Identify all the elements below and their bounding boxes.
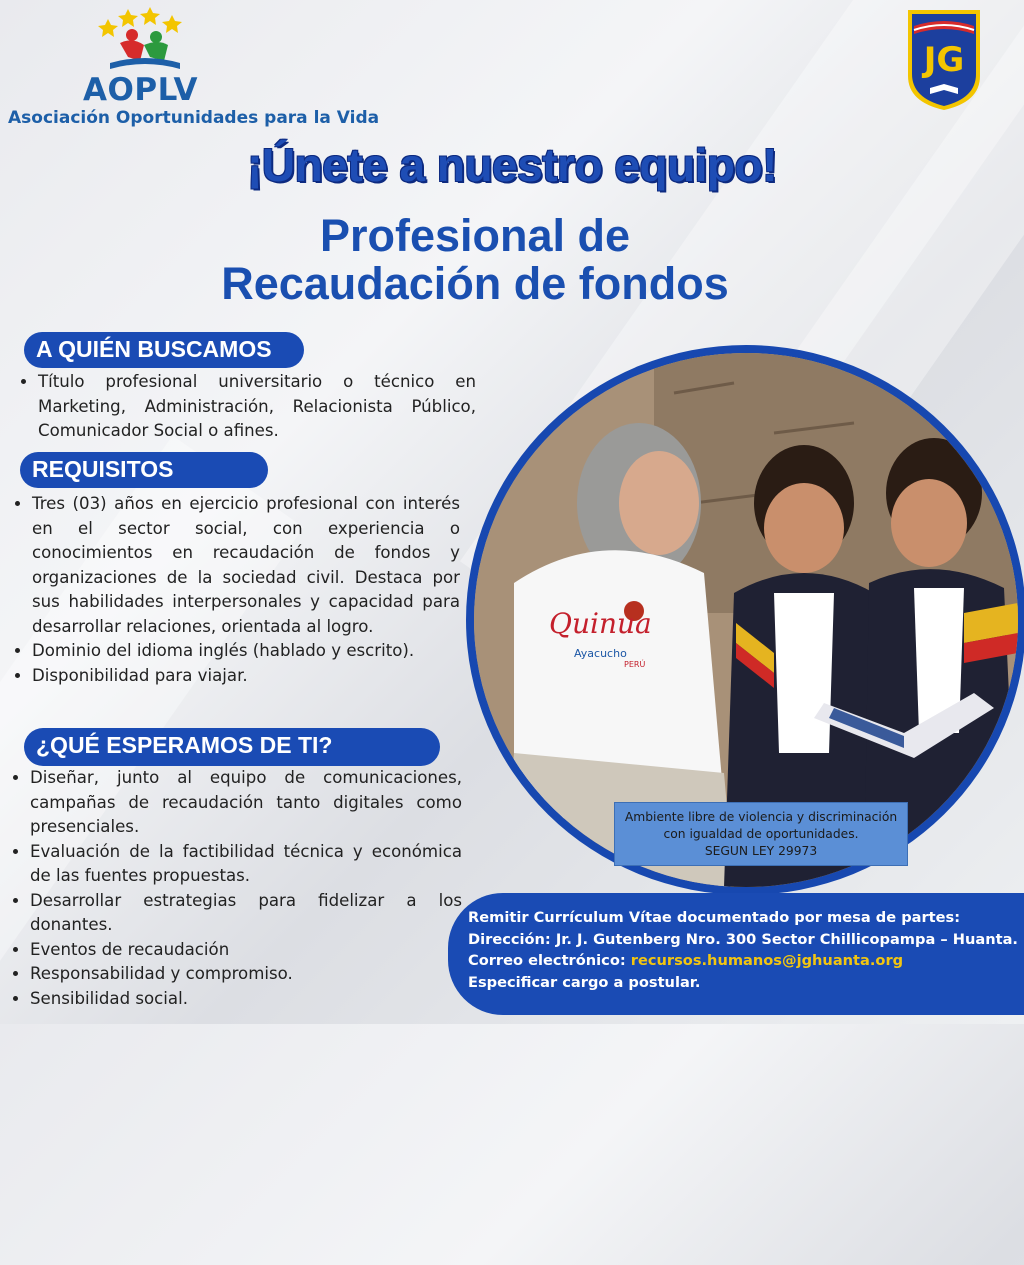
shirt-subtext: Ayacucho xyxy=(574,647,627,660)
list-item: • Título profesional universitario o técnico en Marketing, Administración, Relacionista Público, Comunicador Social o afines. xyxy=(38,370,476,444)
email-label: Correo electrónico: xyxy=(468,952,631,969)
list-item: • Diseñar, junto al equipo de comunicaciones, campañas de recaudación tanto digitales como presenciales. xyxy=(30,766,462,840)
contact-line4: Especificar cargo a postular. xyxy=(468,973,701,991)
section-heading-expect: ¿QUÉ ESPERAMOS DE TI? xyxy=(24,728,440,766)
list-item: • Tres (03) años en ejercicio profesional con interés en el sector social, con experiencia o conocimientos en recaudación de fondos y organizaciones de la sociedad civil. Destaca por sus habilidades interpersonales y capacidad para desarrollar relaciones, orientada al logro. xyxy=(32,492,460,639)
job-title xyxy=(0,212,950,308)
expect-list xyxy=(8,766,462,1011)
section-heading-requirements: REQUISITOS xyxy=(20,452,268,488)
equal-opportunity-notice xyxy=(614,802,908,866)
list-item: • Eventos de recaudación xyxy=(30,938,462,963)
job-title-line2: Recaudación de fondos xyxy=(221,258,729,309)
list-item: • Disponibilidad para viajar. xyxy=(32,664,460,689)
school-crest xyxy=(904,6,984,112)
list-item: • Sensibilidad social. xyxy=(30,987,462,1012)
org-name: AOPLV xyxy=(83,72,199,108)
org-full-name: Asociación Oportunidades para la Vida xyxy=(8,108,380,128)
shirt-country: PERÚ xyxy=(624,660,646,669)
contact-line1: Remitir Currículum Vítae documentado por mesa de partes: xyxy=(468,909,961,926)
list-item: • Evaluación de la factibilidad técnica y económica de las fuentes propuestas. xyxy=(30,840,462,889)
contact-address: Dirección: Jr. J. Gutenberg Nro. 300 Sector Chillicopampa – Huanta. xyxy=(468,930,1018,948)
section-heading-who: A QUIÉN BUSCAMOS xyxy=(24,332,304,368)
who-list xyxy=(16,370,476,444)
page-title: ¡Únete a nuestro equipo! xyxy=(247,139,777,191)
shirt-text: Quinua xyxy=(549,607,652,640)
email-link[interactable]: recursos.humanos@jghuanta.org xyxy=(630,952,904,969)
list-item: • Responsabilidad y compromiso. xyxy=(30,962,462,987)
notice-line1: Ambiente libre de violencia y discriminación xyxy=(624,810,898,824)
notice-line2: con igualdad de oportunidades. xyxy=(663,827,859,841)
contact-box xyxy=(448,893,1024,1015)
crest-letters: JG xyxy=(923,40,965,80)
list-item: • Dominio del idioma inglés (hablado y escrito). xyxy=(32,639,460,664)
job-title-line1: Profesional de xyxy=(319,210,631,261)
requirements-list xyxy=(10,492,460,688)
notice-line3: SEGUN LEY 29973 xyxy=(704,844,818,858)
list-item: • Desarrollar estrategias para fidelizar a los donantes. xyxy=(30,889,462,938)
contact-email-row xyxy=(468,950,1024,972)
